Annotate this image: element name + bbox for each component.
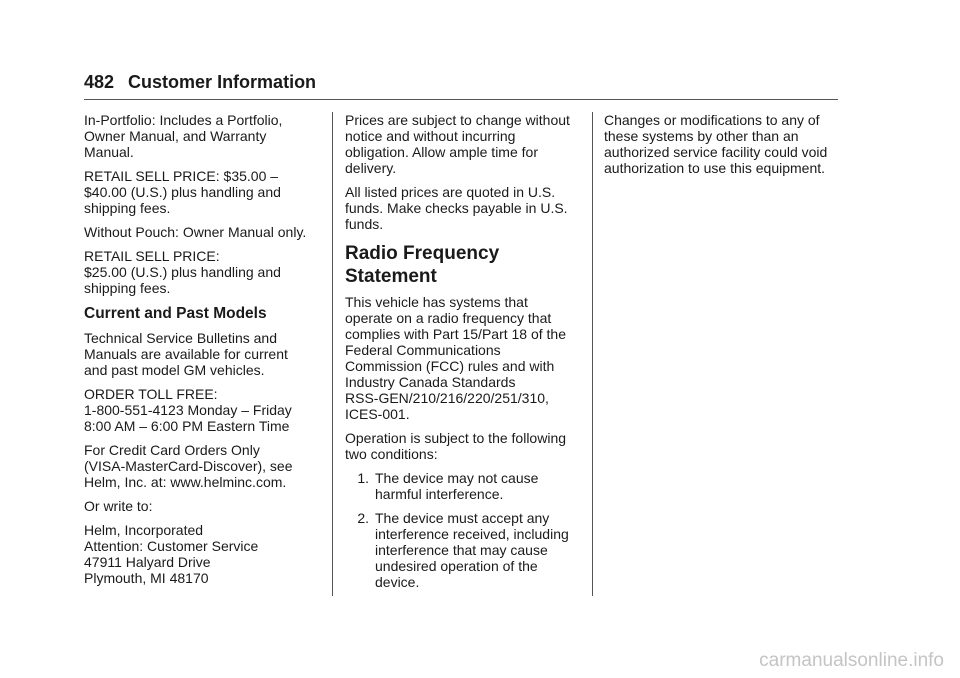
header-rule: [84, 99, 838, 100]
list-item: [345, 510, 583, 590]
write-to-label: Or write to:: [84, 498, 153, 514]
modifications-warning: Changes or modifications to any of these systems by other than an authorized service facility could void authorization to use this equipment.: [604, 112, 828, 176]
radio-frequency-compliance: This vehicle has systems that operate on a radio frequency that complies with Part 15/Part 18 of the Federal Communications Commission (FCC) rules and with Industry Canada Standards RSS-GEN/210/216/220/251/310, ICES-001.: [345, 294, 566, 422]
current-past-models-heading: Current and Past Models: [84, 305, 267, 322]
page-header: [84, 70, 316, 94]
column-right: [604, 112, 842, 184]
list-item-number: 2.: [357, 510, 369, 526]
column-divider: [592, 112, 593, 596]
section-title: Customer Information: [128, 72, 317, 92]
conditions-list: [345, 470, 583, 590]
list-item: [345, 470, 583, 502]
list-item-number: 1.: [357, 470, 369, 486]
prices-quoted-in-usd: All listed prices are quoted in U.S. funds. Make checks payable in U.S. funds.: [345, 184, 568, 232]
without-pouch-description: Without Pouch: Owner Manual only.: [84, 224, 307, 240]
credit-card-orders: For Credit Card Orders Only (VISA-MasterCard-Discover), see Helm, Inc. at: www.helminc.com.: [84, 442, 293, 490]
column-left: [84, 112, 322, 594]
column-divider: [332, 112, 333, 596]
without-pouch-price: RETAIL SELL PRICE: $25.00 (U.S.) plus handling and shipping fees.: [84, 248, 281, 296]
bulletins-description: Technical Service Bulletins and Manuals are available for current and past model GM vehicles.: [84, 330, 288, 378]
portfolio-price: RETAIL SELL PRICE: $35.00 – $40.00 (U.S.) plus handling and shipping fees.: [84, 168, 281, 216]
order-toll-free: ORDER TOLL FREE: 1-800-551-4123 Monday – Friday 8:00 AM – 6:00 PM Eastern Time: [84, 386, 292, 434]
column-middle: [345, 112, 583, 598]
watermark: carmanualsonline.info: [759, 650, 944, 671]
page-number: 482: [84, 72, 115, 92]
list-item-text: The device may not cause harmful interference.: [375, 470, 539, 502]
portfolio-description: In-Portfolio: Includes a Portfolio, Owner Manual, and Warranty Manual.: [84, 112, 283, 160]
prices-subject-to-change: Prices are subject to change without notice and without incurring obligation. Allow ample time for delivery.: [345, 112, 570, 176]
radio-frequency-heading: Radio Frequency Statement: [345, 243, 500, 287]
list-item-text: The device must accept any interference received, including interference that may cause undesired operation of the device.: [375, 510, 569, 590]
operation-conditions-intro: Operation is subject to the following two conditions:: [345, 430, 567, 462]
mailing-address: Helm, Incorporated Attention: Customer Service 47911 Halyard Drive Plymouth, MI 48170: [84, 522, 259, 586]
